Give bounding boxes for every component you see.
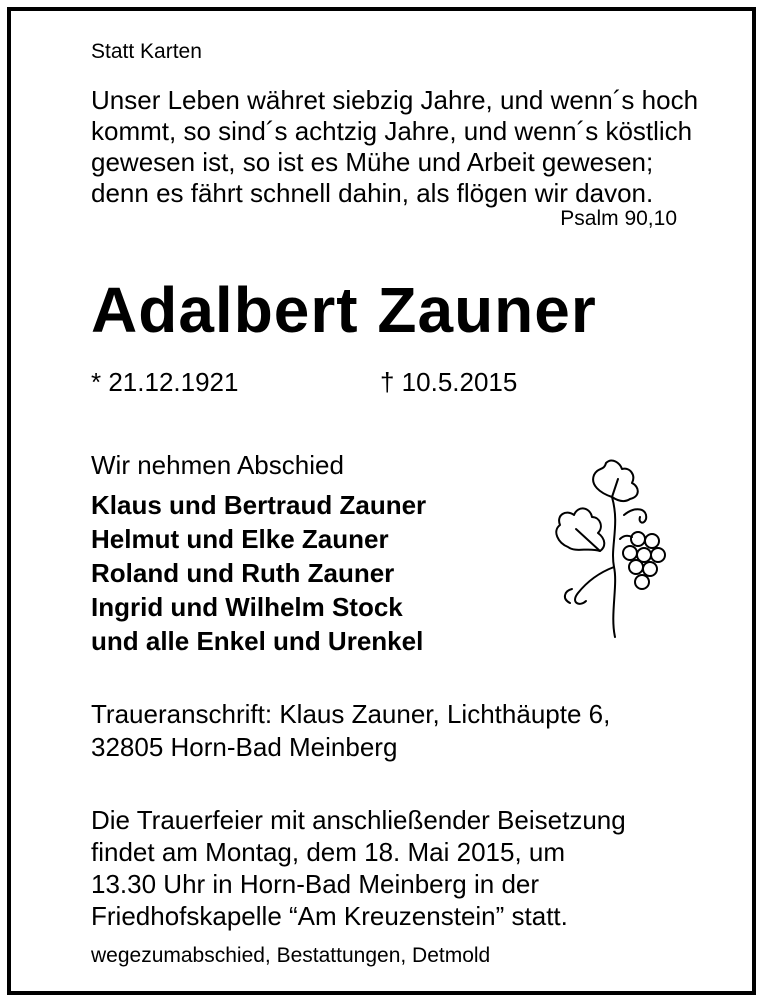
verse-line: Unser Leben währet siebzig Jahre, und wenn´s hoch [91,85,699,115]
mourner-name: Roland und Ruth Zauner [91,558,395,588]
notice-header: Statt Karten [91,40,202,63]
death-date: † 10.5.2015 [380,367,518,397]
service-line: 13.30 Uhr in Horn-Bad Meinberg in der [91,869,540,899]
verse-source: Psalm 90,10 [560,207,677,230]
mourner-name: und alle Enkel und Urenkel [91,626,424,656]
service-line: Friedhofskapelle “Am Kreuzenstein” statt. [91,901,568,931]
grapevine-icon [540,455,680,640]
verse-line: gewesen ist, so ist es Mühe und Arbeit gewesen; [91,147,654,177]
deceased-name: Adalbert Zauner [91,274,597,346]
mourners-list [91,488,426,658]
birth-date: * 21.12.1921 [91,367,239,397]
farewell-line: Wir nehmen Abschied [91,450,344,480]
address-line: 32805 Horn-Bad Meinberg [91,732,398,762]
mourner-name: Klaus und Bertraud Zauner [91,490,427,520]
mourner-name: Helmut und Elke Zauner [91,524,389,554]
mourner-name: Ingrid und Wilhelm Stock [91,592,403,622]
service-line: findet am Montag, dem 18. Mai 2015, um [91,837,566,867]
service-line: Die Trauerfeier mit anschließender Beisetzung [91,805,626,835]
bible-verse [91,85,711,209]
verse-line: kommt, so sind´s achtzig Jahre, und wenn´s köstlich [91,116,693,146]
mourning-address [91,698,610,764]
address-line: Traueranschrift: Klaus Zauner, Lichthäupte 6, [91,699,611,729]
service-details [91,804,626,932]
funeral-home: wegezumabschied, Bestattungen, Detmold [91,944,491,967]
verse-line: denn es fährt schnell dahin, als flögen wir davon. [91,178,654,208]
